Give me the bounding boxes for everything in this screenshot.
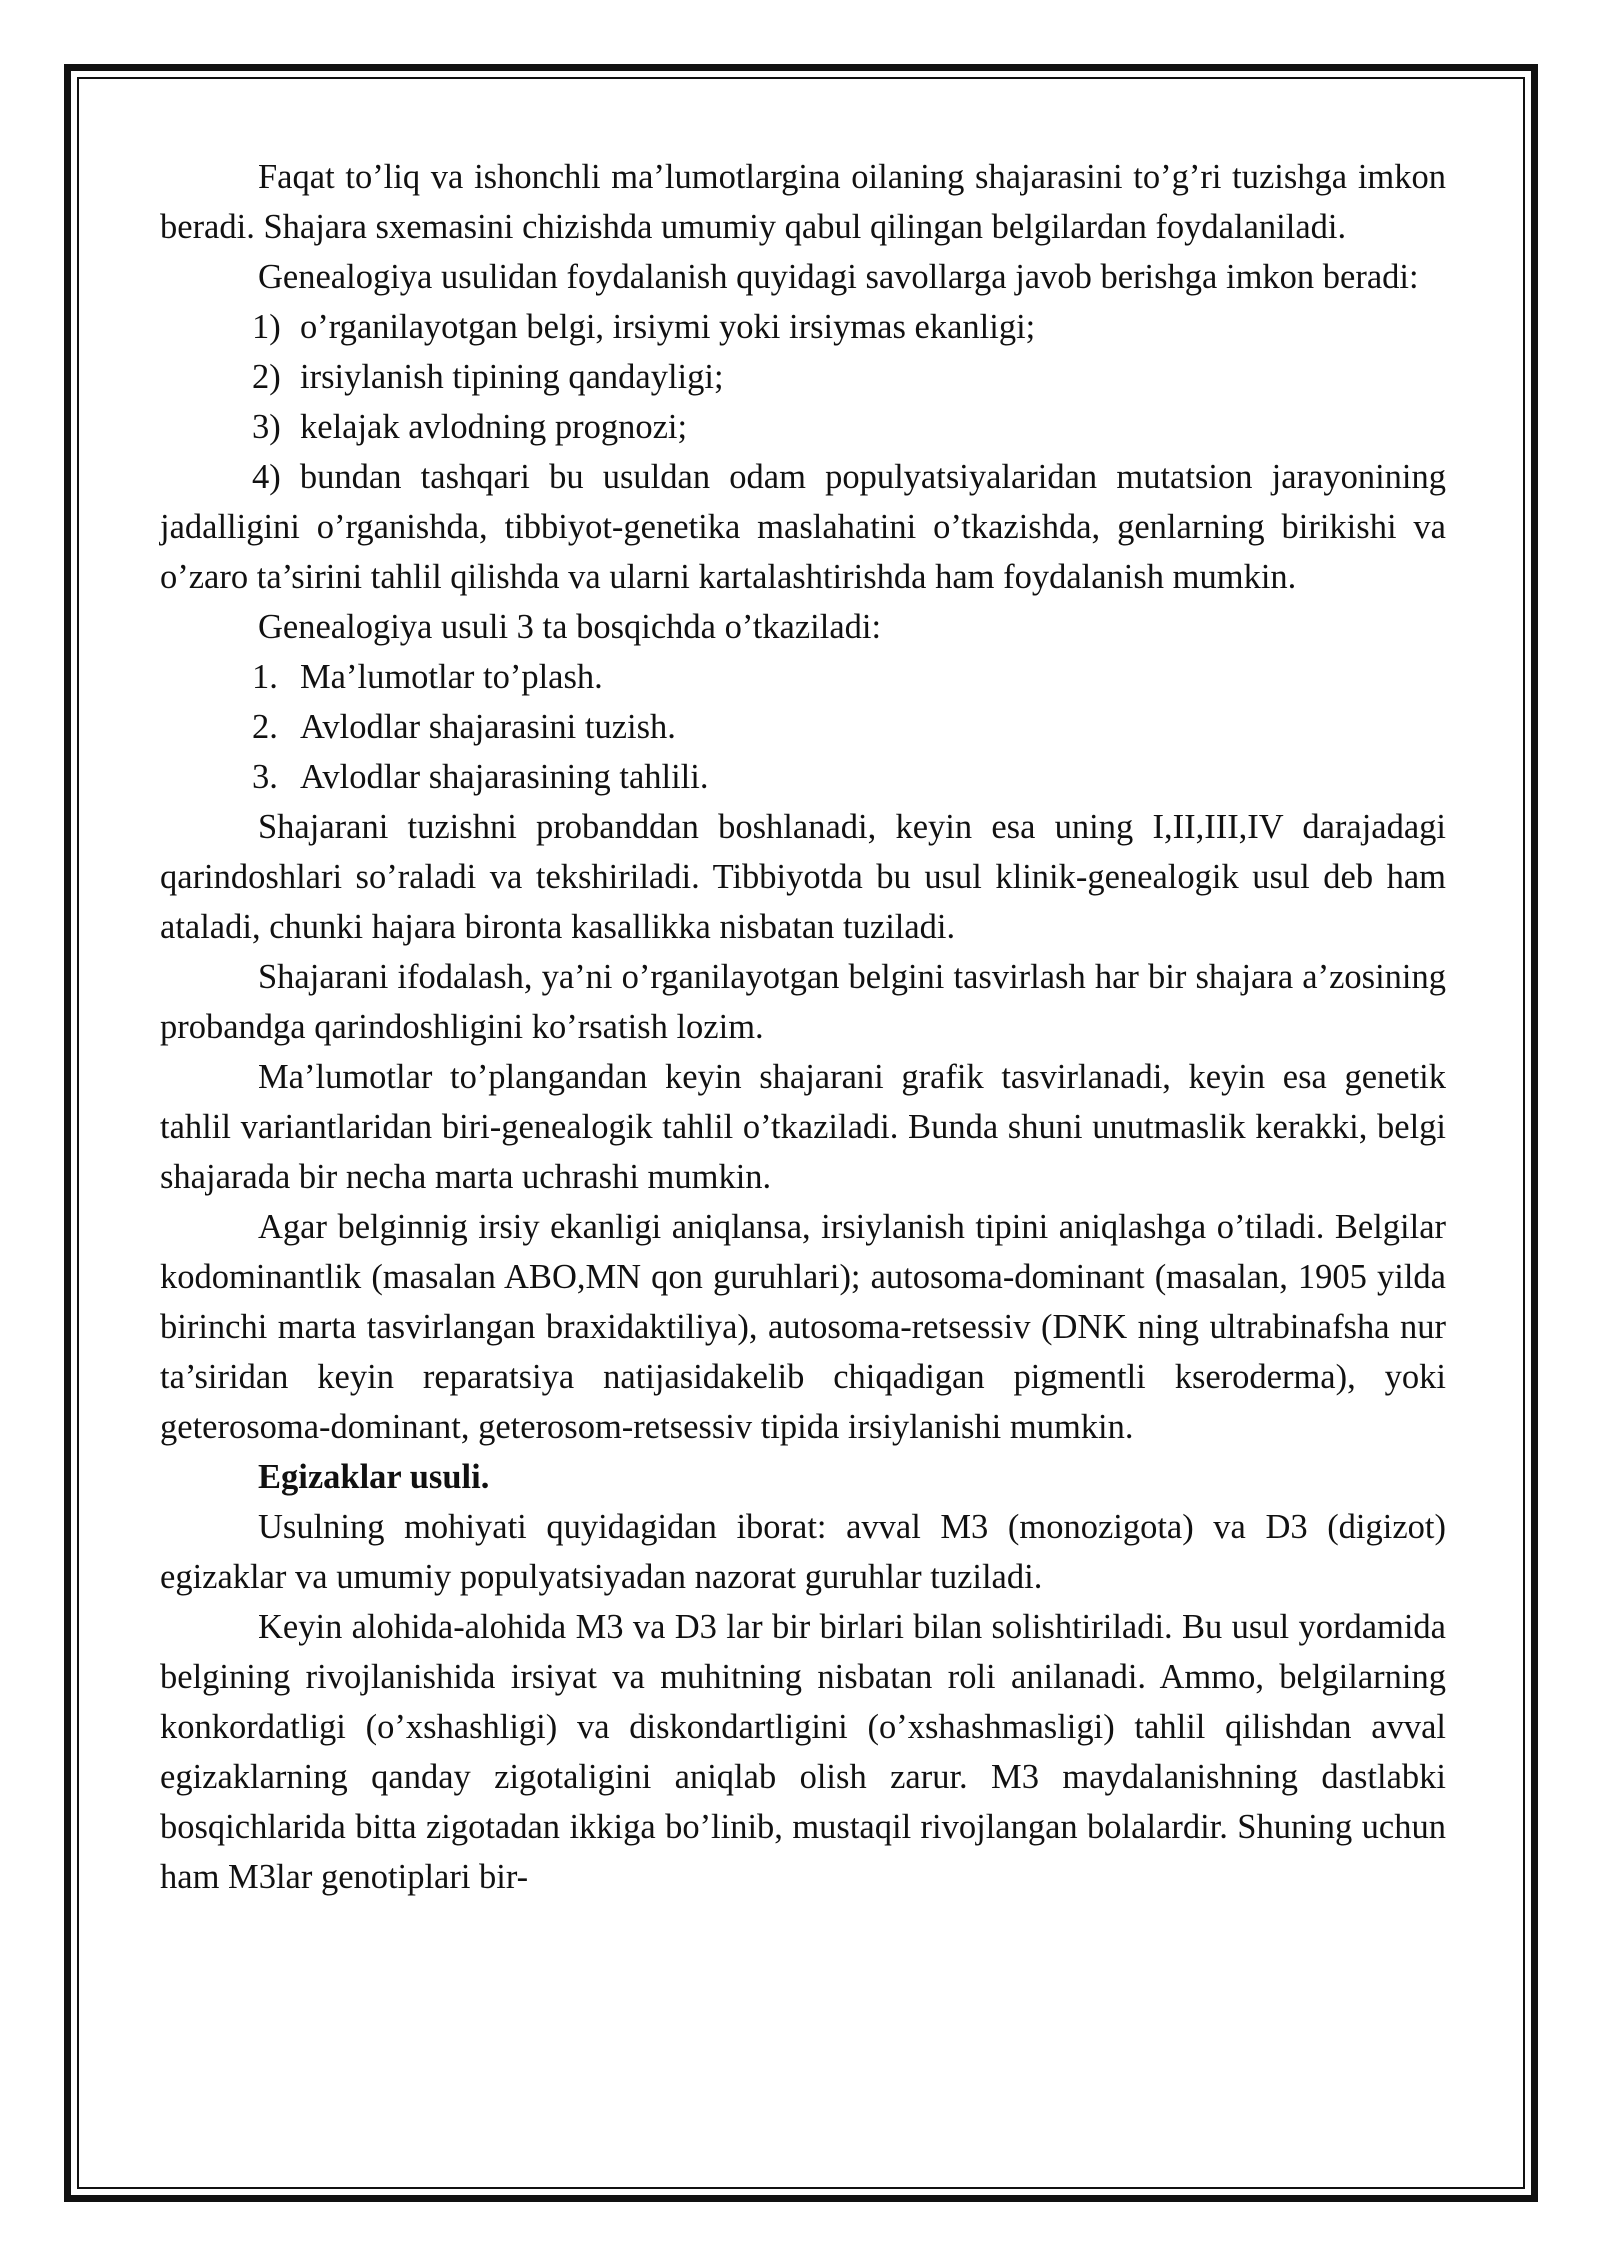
list-item-number: 3) — [252, 408, 281, 446]
paragraph-7: Agar belginnig irsiy ekanligi aniqlansa, irsiylanish tipini aniqlashga o’tiladi. Belgilar kodominantlik (masalan ABO,MN qon guruhlari); autosoma-dominant (masalan, 1905 yilda birinchi marta tasvirlangan braxidaktiliya), autosoma-retsessiv (DNK ning ultrabinafsha nur ta’siridan keyin reparatsiya natijasidakelib chiqadigan pigmentli kseroderma), yoki geterosoma-dominant, geterosom-retsessiv tipida irsiylanishi mumkin. — [160, 1208, 1446, 1446]
list-item-number: 1. — [252, 658, 278, 696]
section-heading: Egizaklar usuli. — [258, 1458, 490, 1496]
list-item-4: 4) bundan tashqari bu usuldan odam populyatsiyalaridan mutatsion jarayonining jadalligini o’rganishda, tibbiyot-genetika maslahatini o’tkazishda, genlarning birikishi va o’zaro ta’sirini tahlil qilishda va ularni kartalashtirishda ham foydalanish mumkin. — [160, 458, 1446, 596]
list-item — [160, 302, 1446, 352]
paragraph-8: Usulning mohiyati quyidagidan iborat: avval M3 (monozigota) va D3 (digizot) egizaklar va umumiy populyatsiyadan nazorat guruhlar tuziladi. — [160, 1508, 1446, 1596]
list-item-text: Avlodlar shajarasining tahlili. — [300, 758, 709, 796]
list-item — [160, 402, 1446, 452]
paragraph-2: Genealogiya usulidan foydalanish quyidagi savollarga javob berishga imkon beradi: — [258, 258, 1419, 296]
list-item-number: 2. — [252, 708, 278, 746]
paragraph-5: Shajarani ifodalash, ya’ni o’rganilayotgan belgini tasvirlash har bir shajara a’zosining probandga qarindoshligini ko’rsatish lozim. — [160, 958, 1446, 1046]
list-item-number: 2) — [252, 358, 281, 396]
paragraph-1: Faqat to’liq va ishonchli ma’lumotlargina oilaning shajarasini to’g’ri tuzishga imkon beradi. Shajara sxemasini chizishda umumiy qabul qilingan belgilardan foydalaniladi. — [160, 158, 1446, 246]
list-item-text: Avlodlar shajarasini tuzish. — [300, 708, 676, 746]
paragraph-4: Shajarani tuzishni probanddan boshlanadi, keyin esa uning I,II,III,IV darajadagi qarindoshlari so’raladi va tekshiriladi. Tibbiyotda bu usul klinik-genealogik usul deb ham ataladi, chunki hajara bironta kasallikka nisbatan tuziladi. — [160, 808, 1446, 946]
list-item — [160, 352, 1446, 402]
list-item-number: 1) — [252, 308, 281, 346]
list-item — [160, 752, 1446, 802]
document-body — [160, 152, 1446, 1902]
list-item-text: irsiylanish tipining qandayligi; — [300, 358, 724, 396]
paragraph-9: Keyin alohida-alohida M3 va D3 lar bir birlari bilan solishtiriladi. Bu usul yordamida belgining rivojlanishida irsiyat va muhitning nisbatan roli anilanadi. Ammo, belgilarning konkordatligi (o’xshashligi) va diskondartligini (o’xshashmasligi) tahlil qilishdan avval egizaklarning qanday zigotaligini aniqlab olish zarur. M3 maydalanishning dastlabki bosqichlarida bitta zigotadan ikkiga bo’linib, mustaqil rivojlangan bolalardir. Shuning uchun ham M3lar genotiplari bir- — [160, 1608, 1446, 1896]
list-item — [160, 652, 1446, 702]
paragraph-6: Ma’lumotlar to’plangandan keyin shajarani grafik tasvirlanadi, keyin esa genetik tahlil variantlaridan biri-genealogik tahlil o’tkaziladi. Bunda shuni unutmaslik kerakki, belgi shajarada bir necha marta uchrashi mumkin. — [160, 1058, 1446, 1196]
list-item — [160, 702, 1446, 752]
list-item-text: Ma’lumotlar to’plash. — [300, 658, 603, 696]
list-item-text: o’rganilayotgan belgi, irsiymi yoki irsiymas ekanligi; — [300, 308, 1036, 346]
list-item-number: 3. — [252, 758, 278, 796]
list-item-text: kelajak avlodning prognozi; — [300, 408, 688, 446]
paragraph-3: Genealogiya usuli 3 ta bosqichda o’tkaziladi: — [258, 608, 882, 646]
